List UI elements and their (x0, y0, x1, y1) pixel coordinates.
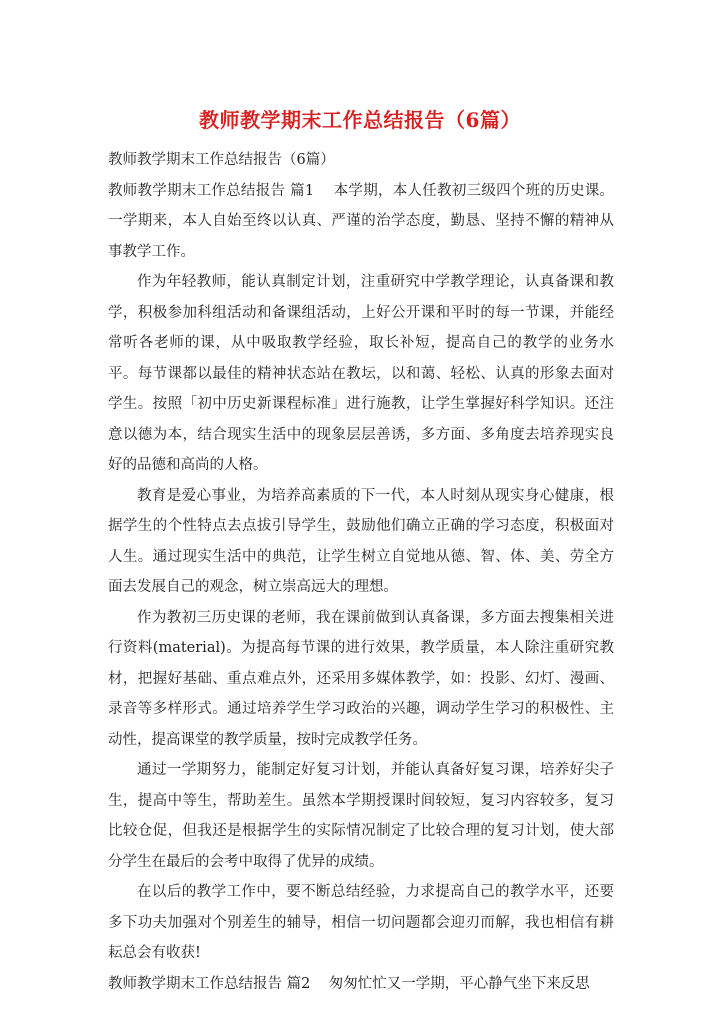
section-1-heading: 教师教学期末工作总结报告 篇1 (108, 182, 315, 199)
body-paragraph-2: 教育是爱心事业，为培养高素质的下一代，本人时刻从现实身心健康，根据学生的个性特点去点拔引导学生，鼓励他们确立正确的学习态度，积极面对人生。通过现实生活中的典范，让学生树立自觉地从德、智、体、美、劳全方面去发展自己的观念，树立崇高远大的理想。 (108, 487, 614, 595)
section-2-heading: 教师教学期末工作总结报告 篇2 (108, 975, 311, 992)
document-title: 教师教学期末工作总结报告（6篇） (199, 108, 521, 132)
document-subtitle: 教师教学期末工作总结报告（6篇） (108, 152, 335, 168)
body-paragraph-4: 通过一学期努力，能制定好复习计划，并能认真备好复习课，培养好尖子生，提高中等生，帮助差生。虽然本学期授课时间较短，复习内容较多，复习比较仓促，但我还是根据学生的实际情况制定了比较合理的复习计划，使大部分学生在最后的会考中取得了优异的成绩。 (108, 762, 614, 870)
body-paragraph-5: 在以后的教学工作中，要不断总结经验，力求提高自己的教学水平，还要多下功夫加强对个别差生的辅导，相信一切问题都会迎刃而解，我也相信有耕耘总会有收获! (108, 884, 614, 961)
body-paragraph-3: 作为教初三历史课的老师，我在课前做到认真备课，多方面去搜集相关进行资料(material)。为提高每节课的进行效果，教学质量，本人除注重研究教材，把握好基础、重点难点外，还采用多媒体教学，如：投影、幻灯、漫画、录音等多样形式。通过培养学生学习政治的兴趣，调动学生学习的积极性、主动性，提高课堂的教学质量，按时完成教学任务。 (108, 609, 614, 748)
section-2-paragraph (108, 969, 614, 1000)
document-body (108, 145, 614, 999)
section-1-paragraph (108, 176, 614, 268)
body-paragraph-1: 作为年轻教师，能认真制定计划，注重研究中学教学理论，认真备课和教学，积极参加科组活动和备课组活动，上好公开课和平时的每一节课，并能经常听各老师的课，从中吸取教学经验，取长补短，提高自己的教学的业务水平。每节课都以最佳的精神状态站在教坛，以和蔼、轻松、认真的形象去面对学生。按照「初中历史新课程标准」进行施教，让学生掌握好科学知识。还注意以德为本，结合现实生活中的现象层层善诱，多方面、多角度去培养现实良好的品德和高尚的人格。 (108, 274, 614, 473)
section-1-intro: 本学期，本人任教初三级四个班的历史课。一学期来，本人自始至终以认真、严谨的治学态度，勤恳、坚持不懈的精神从事教学工作。 (108, 182, 615, 260)
section-2-intro: 匆匆忙忙又一学期，平心静气坐下来反思 (328, 975, 590, 992)
